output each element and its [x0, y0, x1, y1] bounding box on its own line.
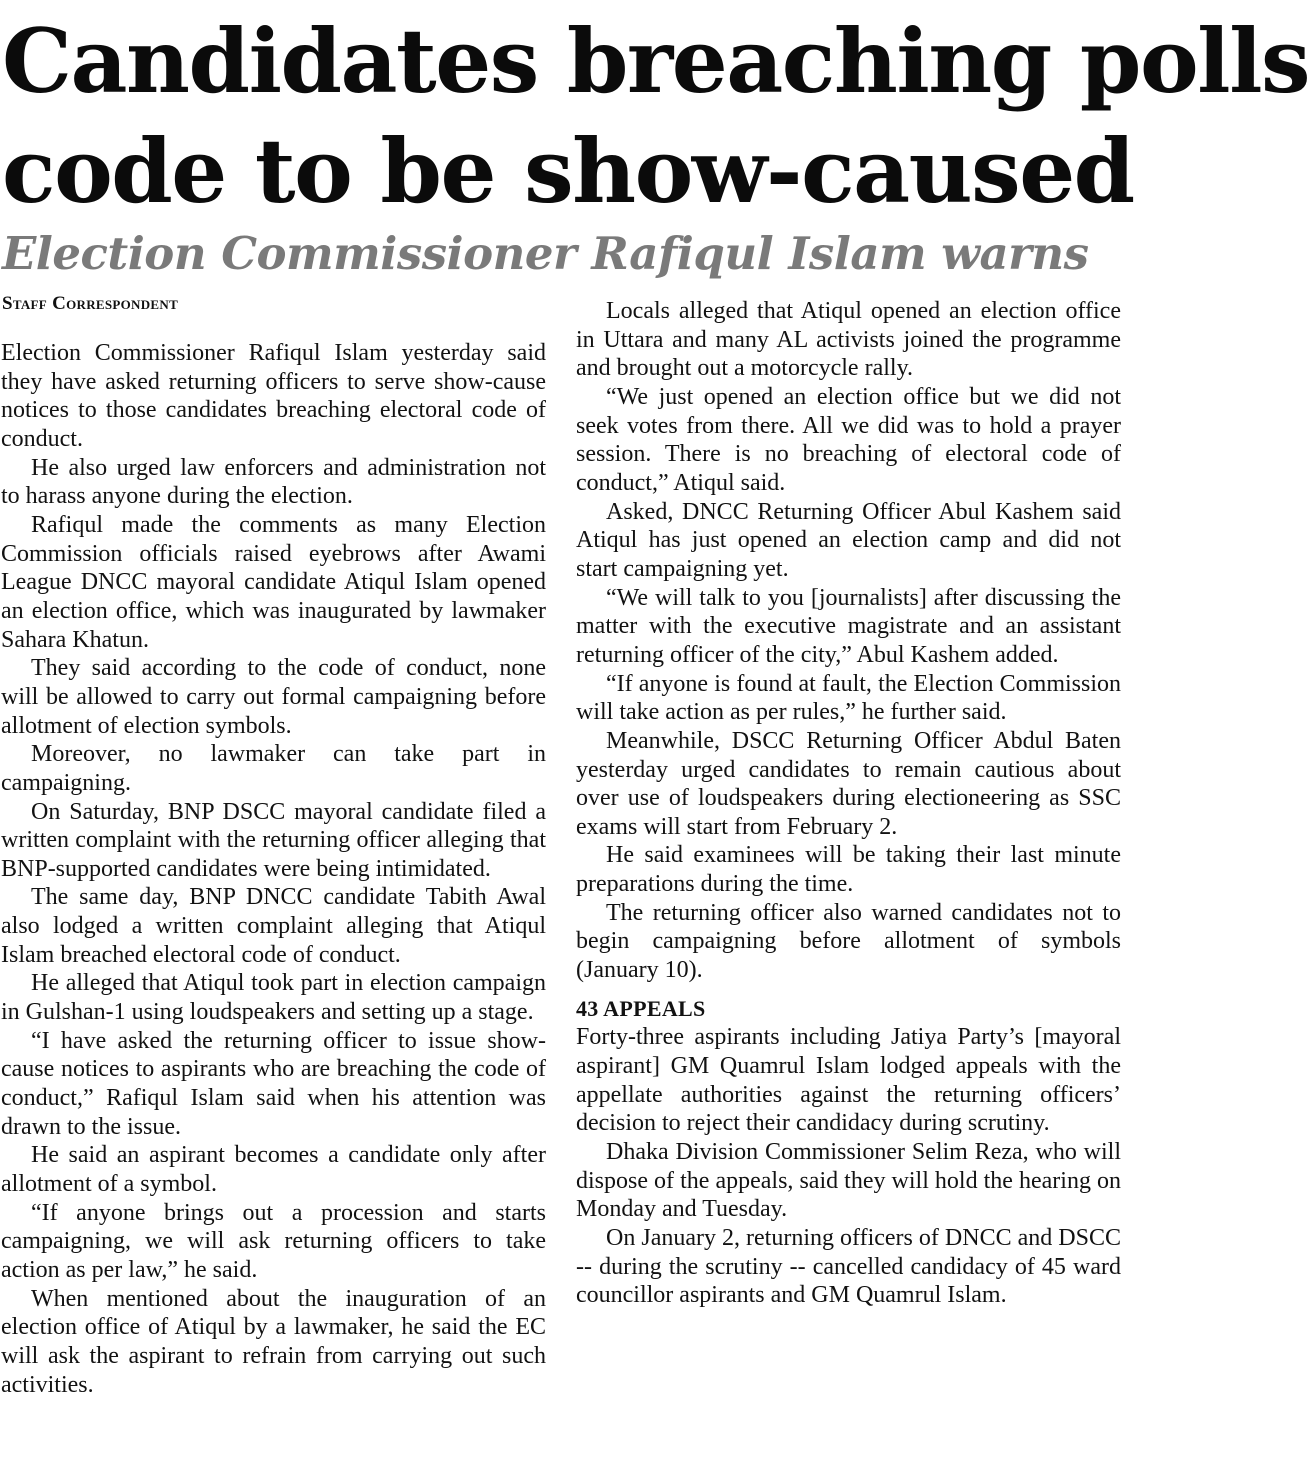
headline-line-1: Candidates breaching polls [2, 9, 1309, 113]
paragraph: He said an aspirant becomes a candidate only after allotment of a symbol. [1, 1142, 546, 1198]
section-heading: 43 APPEALS [576, 995, 706, 1021]
paragraph: When mentioned about the inauguration of an election office of Atiqul by a lawmaker, he said the EC will ask the aspirant to refrain from carrying out such activities. [1, 1285, 546, 1398]
paragraph: Rafiqul made the comments as many Election Commission officials raised eyebrows after Awami League DNCC mayoral candidate Atiqul Islam opened an election office, which was inaugurated by lawmaker Sahara Khatun. [1, 511, 546, 653]
paragraph: The same day, BNP DNCC candidate Tabith Awal also lodged a written complaint alleging that Atiqul Islam breached electoral code of conduct. [1, 884, 546, 968]
paragraph: “We will talk to you [journalists] after discussing the matter with the executive magistrate and an assistant returning officer of the city,” Abul Kashem added. [576, 584, 1121, 668]
paragraph: He alleged that Atiqul took part in election campaign in Gulshan-1 using loudspeakers and setting up a stage. [1, 970, 546, 1026]
subheadline: Election Commissioner Rafiqul Islam warns [2, 227, 1089, 280]
paragraph: Asked, DNCC Returning Officer Abul Kashem said Atiqul has just opened an election camp and did not start campaigning yet. [576, 498, 1121, 582]
paragraph: Election Commissioner Rafiqul Islam yesterday said they have asked returning officers to serve show-cause notices to those candidates breaching electoral code of conduct. [1, 340, 546, 452]
paragraph: On Saturday, BNP DSCC mayoral candidate filed a written complaint with the returning officer alleging that BNP-supported candidates were being intimidated. [1, 798, 546, 882]
headline-line-2: code to be show-caused [2, 119, 1134, 223]
paragraph: “If anyone brings out a procession and starts campaigning, we will ask returning officers to take action as per law,” he said. [1, 1199, 546, 1283]
paragraph: Meanwhile, DSCC Returning Officer Abdul Baten yesterday urged candidates to remain cautious about over use of loudspeakers during electioneering as SSC exams will start from February 2. [576, 727, 1121, 840]
paragraph: “If anyone is found at fault, the Election Commission will take action as per rules,” he further said. [576, 670, 1121, 726]
headline [2, 6, 1309, 226]
paragraph: He said examinees will be taking their last minute preparations during the time. [576, 842, 1121, 898]
right-column [576, 297, 1121, 1310]
paragraph: Moreover, no lawmaker can take part in campaigning. [1, 741, 546, 796]
paragraph: Locals alleged that Atiqul opened an election office in Uttara and many AL activists joined the programme and brought out a motorcycle rally. [576, 298, 1121, 382]
paragraph: Dhaka Division Commissioner Selim Reza, who will dispose of the appeals, said they will hold the hearing on Monday and Tuesday. [576, 1139, 1121, 1223]
paragraph: “I have asked the returning officer to issue show-cause notices to aspirants who are breaching the code of conduct,” Rafiqul Islam said when his attention was drawn to the issue. [1, 1027, 546, 1140]
paragraph: Forty-three aspirants including Jatiya Party’s [mayoral aspirant] GM Quamrul Islam lodged appeals with the appellate authorities against the returning officers’ decision to reject their candidacy during scrutiny. [576, 1024, 1121, 1137]
paragraph: On January 2, returning officers of DNCC and DSCC -- during the scrutiny -- cancelled candidacy of 45 ward councillor aspirants and GM Quamrul Islam. [576, 1225, 1121, 1309]
paragraph: They said according to the code of conduct, none will be allowed to carry out formal campaigning before allotment of election symbols. [1, 655, 546, 739]
paragraph: He also urged law enforcers and administration not to harass anyone during the election. [1, 454, 546, 510]
paragraph: The returning officer also warned candidates not to begin campaigning before allotment of symbols (January 10). [576, 899, 1121, 984]
byline: Staff Correspondent [2, 293, 179, 314]
paragraph: “We just opened an election office but we did not seek votes from there. All we did was to hold a prayer session. There is no breaching of electoral code of conduct,” Atiqul said. [576, 383, 1121, 496]
left-column [1, 339, 546, 1399]
